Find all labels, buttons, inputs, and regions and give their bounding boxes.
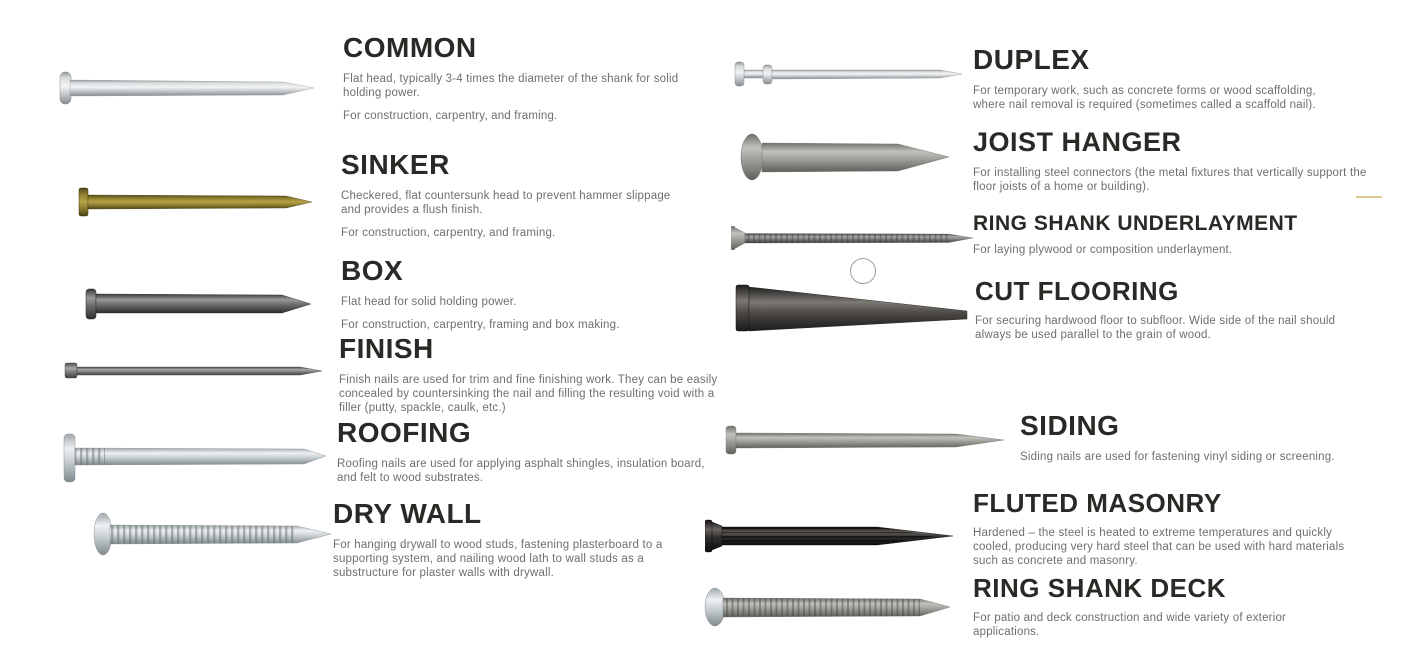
joist-hanger-nail-image (740, 132, 952, 182)
entry-ring-shank-underlayment (973, 212, 1373, 266)
entry-duplex (973, 45, 1333, 121)
dry-wall-description: For hanging drywall to wood studs, fastening plasterboard to a supporting system, and nailing wood lath to wall studs as a substructure for plaster walls with drywall. (333, 538, 663, 579)
siding-title: SIDING (1020, 410, 1120, 441)
finish-description: Finish nails are used for trim and fine finishing work. They can be easily concealed by countersinking the nail and filling the resulting void with a filler (putty, spackle, caulk, etc.) (339, 373, 718, 414)
finish-title: FINISH (339, 333, 434, 364)
ring-shank-deck-nail-image (704, 586, 952, 628)
ring-shank-underlayment-nail-image (731, 224, 975, 252)
roofing-nail-image (62, 433, 328, 483)
box-title: BOX (341, 255, 404, 286)
joist-hanger-title: JOIST HANGER (973, 127, 1182, 157)
entry-box (341, 256, 691, 341)
common-title: COMMON (343, 32, 477, 63)
duplex-title: DUPLEX (973, 44, 1090, 75)
decorative-accent-dash (1356, 196, 1382, 198)
ring-shank-deck-description: For patio and deck construction and wide variety of exterior applications. (973, 611, 1287, 638)
roofing-title: ROOFING (337, 417, 472, 448)
common-nail-image (58, 70, 316, 106)
ring-shank-deck-title: RING SHANK DECK (973, 573, 1227, 603)
entry-fluted-masonry (973, 489, 1363, 577)
roofing-description: Roofing nails are used for applying asphalt shingles, insulation board, and felt to wood substrates. (337, 457, 705, 484)
duplex-description: For temporary work, such as concrete forms or wood scaffolding, where nail removal is required (sometimes called a scaffold nail). (973, 84, 1316, 111)
cut-flooring-nail-image (735, 283, 969, 333)
entry-dry-wall (333, 499, 671, 589)
entry-ring-shank-deck (973, 574, 1313, 648)
entry-roofing (337, 418, 719, 494)
siding-description: Siding nails are used for fastening vinyl siding or screening. (1020, 450, 1335, 463)
sinker-title: SINKER (341, 149, 450, 180)
fluted-masonry-nail-image (705, 515, 955, 557)
cut-flooring-description: For securing hardwood floor to subfloor. Wide side of the nail should always be used parallel to the grain of wood. (975, 314, 1336, 341)
box-description-1: Flat head for solid holding power. (341, 295, 517, 308)
entry-common (343, 33, 701, 132)
entry-joist-hanger (973, 128, 1381, 203)
common-description-1: Flat head, typically 3-4 times the diameter of the shank for solid holding power. (343, 72, 679, 99)
sinker-description-2: For construction, carpentry, and framing. (341, 226, 556, 239)
finish-nail-image (64, 359, 324, 383)
duplex-nail-image (734, 58, 964, 90)
sinker-nail-image (78, 186, 314, 218)
box-nail-image (84, 288, 314, 320)
ring-shank-underlayment-description: For laying plywood or composition underlayment. (973, 244, 1233, 257)
dry-wall-title: DRY WALL (333, 498, 482, 529)
entry-cut-flooring (975, 277, 1355, 351)
dry-wall-nail-image (93, 512, 333, 556)
fluted-masonry-title: FLUTED MASONRY (973, 488, 1222, 518)
sinker-description-1: Checkered, flat countersunk head to prevent hammer slippage and provides a flush finish. (341, 189, 671, 216)
siding-nail-image (724, 424, 1006, 456)
cut-flooring-title: CUT FLOORING (975, 276, 1179, 306)
fluted-masonry-description: Hardened – the steel is heated to extreme temperatures and quickly cooled, producing very hard steel that can be used with hard materials such as concrete and masonry. (973, 526, 1345, 567)
entry-sinker (341, 150, 681, 249)
box-description-2: For construction, carpentry, framing and box making. (341, 318, 620, 331)
entry-siding (1020, 411, 1380, 473)
entry-finish (339, 334, 739, 424)
joist-hanger-description: For installing steel connectors (the metal fixtures that vertically support the floor joists of a home or building). (973, 166, 1367, 193)
common-description-2: For construction, carpentry, and framing. (343, 109, 558, 122)
decorative-circle-outline (850, 258, 876, 284)
ring-shank-underlayment-title: RING SHANK UNDERLAYMENT (973, 212, 1298, 235)
